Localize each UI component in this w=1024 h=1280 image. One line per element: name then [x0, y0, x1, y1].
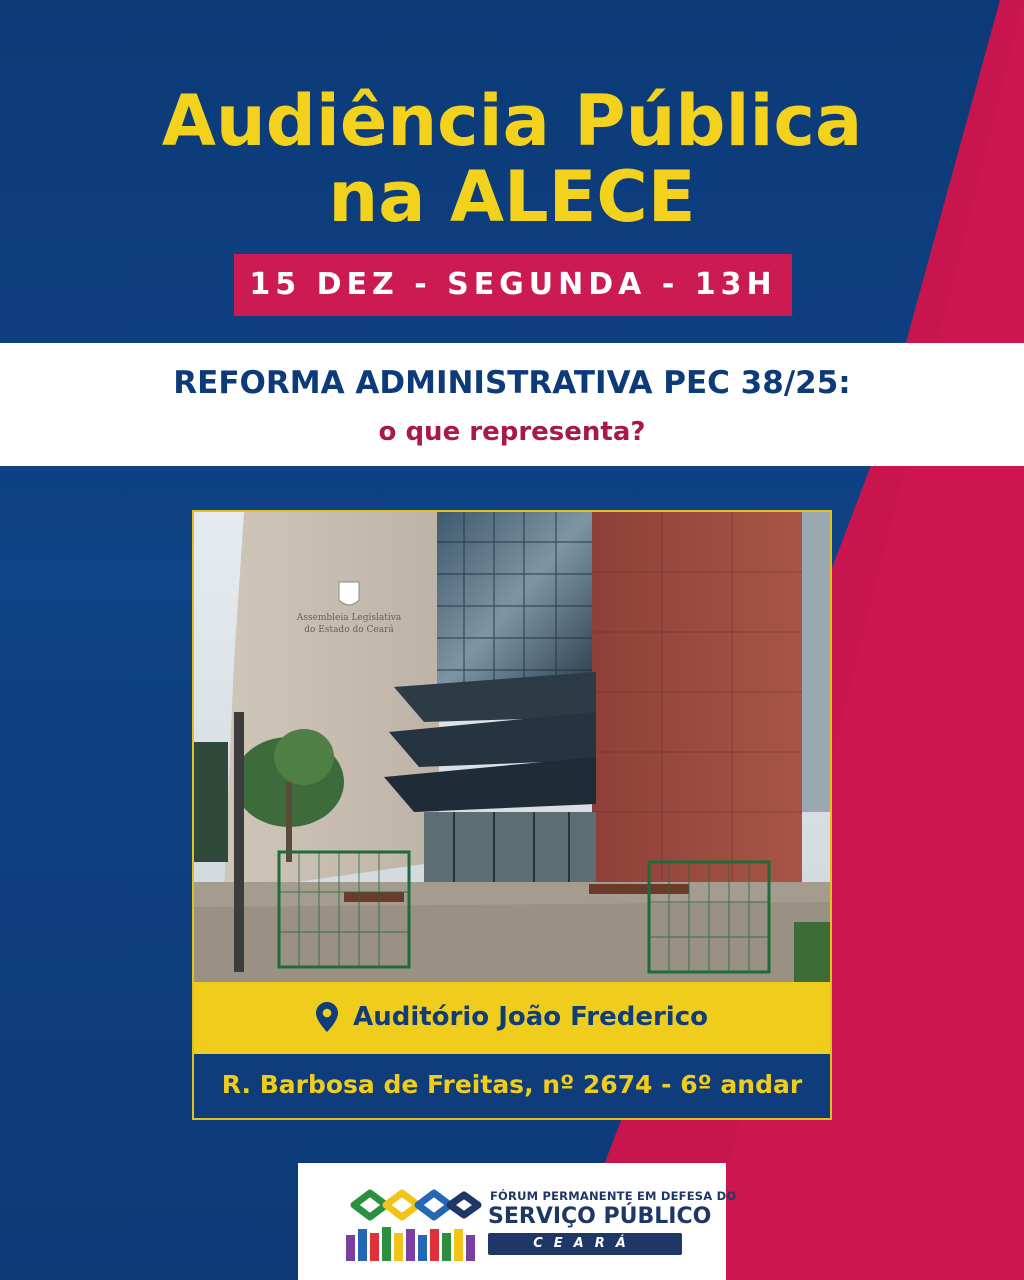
address-bar — [194, 1054, 830, 1120]
topic-subtitle: REFORMA ADMINISTRATIVA PEC 38/25: — [173, 365, 851, 401]
logo-top-text: FÓRUM PERMANENTE EM DEFESA DO — [490, 1189, 737, 1203]
title-line-1: Audiência Pública — [161, 80, 863, 162]
building-photo — [194, 512, 830, 982]
forum-logo-icon — [342, 1183, 482, 1263]
topic-band — [0, 343, 1024, 466]
location-bar — [194, 982, 830, 1054]
building-illustration — [194, 512, 830, 982]
logo-main-text: SERVIÇO PÚBLICO — [488, 1204, 712, 1229]
location-name: Auditório João Frederico — [353, 1001, 708, 1032]
title-line-2: na ALECE — [328, 156, 696, 238]
venue-card — [192, 510, 832, 1120]
location-row — [194, 1002, 830, 1032]
logo-region-strip — [488, 1233, 682, 1255]
building-sign-line-2: do Estado do Ceará — [304, 625, 394, 635]
date-text: 15 DEZ - SEGUNDA - 13H — [249, 267, 777, 302]
topic-question: o que representa? — [378, 417, 646, 447]
address-text: R. Barbosa de Freitas, nº 2674 - 6º andar — [221, 1070, 803, 1099]
building-sign-line-1: Assembleia Legislativa — [296, 613, 402, 623]
logo-region-text: CEARÁ — [533, 1236, 637, 1251]
organizer-logo — [298, 1163, 737, 1280]
date-badge — [234, 254, 792, 316]
map-pin-icon — [316, 1002, 338, 1032]
